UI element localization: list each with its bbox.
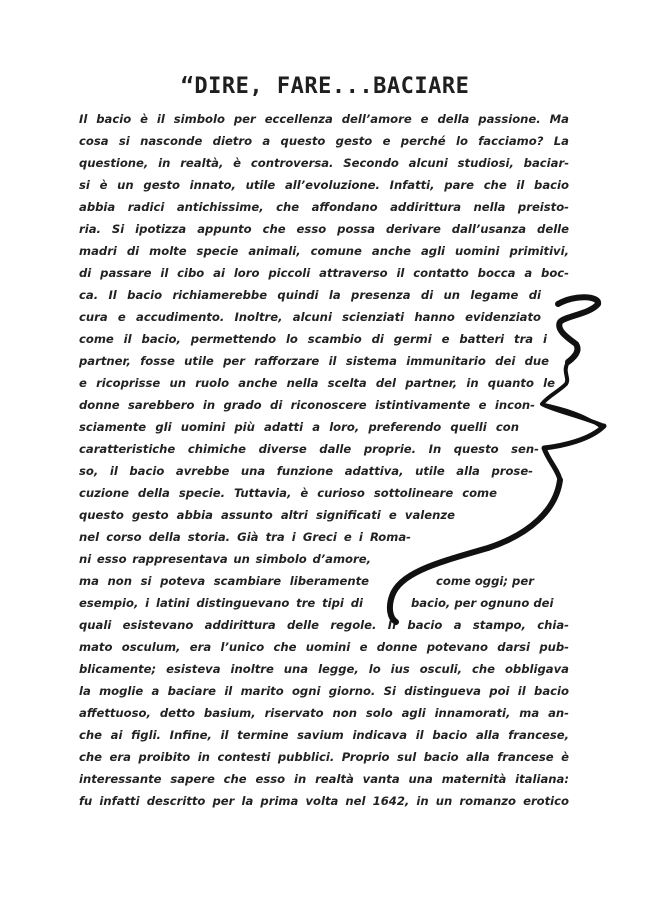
body-line: so, il bacio avrebbe una funzione adattiva, utile alla prose- bbox=[79, 464, 533, 478]
profile-forehead-nose-stroke bbox=[558, 297, 598, 362]
body-line: madri di molte specie animali, comune anche agli uomini primitivi, bbox=[79, 244, 569, 258]
body-line: cuzione della specie. Tuttavia, è curioso sottolineare come bbox=[79, 486, 497, 500]
body-line: fu infatti descritto per la prima volta nel 1642, in un romanzo erotico bbox=[79, 794, 569, 808]
body-line: ma non si poteva scambiare liberamente bbox=[79, 574, 369, 588]
body-line: che ai figli. Infine, il termine savium indicava il bacio alla francese, bbox=[79, 728, 569, 742]
body-line: blicamente; esisteva inoltre una legge, lo ius osculi, che obbligava bbox=[79, 662, 569, 676]
body-line: di passare il cibo ai loro piccoli attraverso il contatto bocca a boc- bbox=[79, 266, 569, 280]
body-line: cosa si nasconde dietro a questo gesto e perché lo facciamo? La bbox=[79, 134, 569, 148]
body-line: partner, fosse utile per rafforzare il sistema immunitario dei due bbox=[79, 354, 549, 368]
body-line: ca. Il bacio richiamerebbe quindi la presenza di un legame di bbox=[79, 288, 541, 302]
profile-upper-lip-stroke bbox=[542, 362, 604, 426]
body-line: sciamente gli uomini più adatti a loro, preferendo quelli con bbox=[79, 420, 519, 434]
body-line: e ricoprisse un ruolo anche nella scelta del partner, in quanto le bbox=[79, 376, 555, 390]
body-line: affettuoso, detto basium, riservato non solo agli innamorati, ma an- bbox=[79, 706, 569, 720]
body-line: bacio, per ognuno dei bbox=[411, 596, 554, 610]
body-line: nel corso della storia. Già tra i Greci e i Roma- bbox=[79, 530, 411, 544]
body-line: interessante sapere che esso in realtà vanta una maternità italiana: bbox=[79, 772, 569, 786]
body-line: cura e accudimento. Inoltre, alcuni scienziati hanno evidenziato bbox=[79, 310, 541, 324]
body-line: ria. Si ipotizza appunto che esso possa derivare dall’usanza delle bbox=[79, 222, 569, 236]
body-line: ni esso rappresentava un simbolo d’amore, bbox=[79, 552, 371, 566]
body-line: esempio, i latini distinguevano tre tipi di bbox=[79, 596, 363, 610]
article-title: “DIRE, FARE...BACIARE bbox=[180, 74, 470, 99]
body-line: si è un gesto innato, utile all’evoluzione. Infatti, pare che il bacio bbox=[79, 178, 569, 192]
body-line: quali esistevano addirittura delle regole. Il bacio a stampo, chia- bbox=[79, 618, 569, 632]
body-line: mato osculum, era l’unico che uomini e donne potevano darsi pub- bbox=[79, 640, 569, 654]
body-line: come oggi; per bbox=[436, 574, 534, 588]
body-line: Il bacio è il simbolo per eccellenza dell’amore e della passione. Ma bbox=[79, 112, 569, 126]
profile-chin-neck-stroke bbox=[390, 480, 560, 622]
body-line: caratteristiche chimiche diverse dalle proprie. In questo sen- bbox=[79, 442, 539, 456]
body-line: questione, in realtà, è controversa. Secondo alcuni studiosi, baciar- bbox=[79, 156, 569, 170]
body-line: donne sarebbero in grado di riconoscere istintivamente e incon- bbox=[79, 398, 535, 412]
body-line: che era proibito in contesti pubblici. Proprio sul bacio alla francese è bbox=[79, 750, 569, 764]
body-line: abbia radici antichissime, che affondano addirittura nella preisto- bbox=[79, 200, 569, 214]
body-line: questo gesto abbia assunto altri significati e valenze bbox=[79, 508, 455, 522]
body-line: la moglie a baciare il marito ogni giorno. Si distingueva poi il bacio bbox=[79, 684, 569, 698]
body-line: come il bacio, permettendo lo scambio di germi e batteri tra i bbox=[79, 332, 547, 346]
profile-lower-lip-stroke bbox=[544, 426, 604, 480]
